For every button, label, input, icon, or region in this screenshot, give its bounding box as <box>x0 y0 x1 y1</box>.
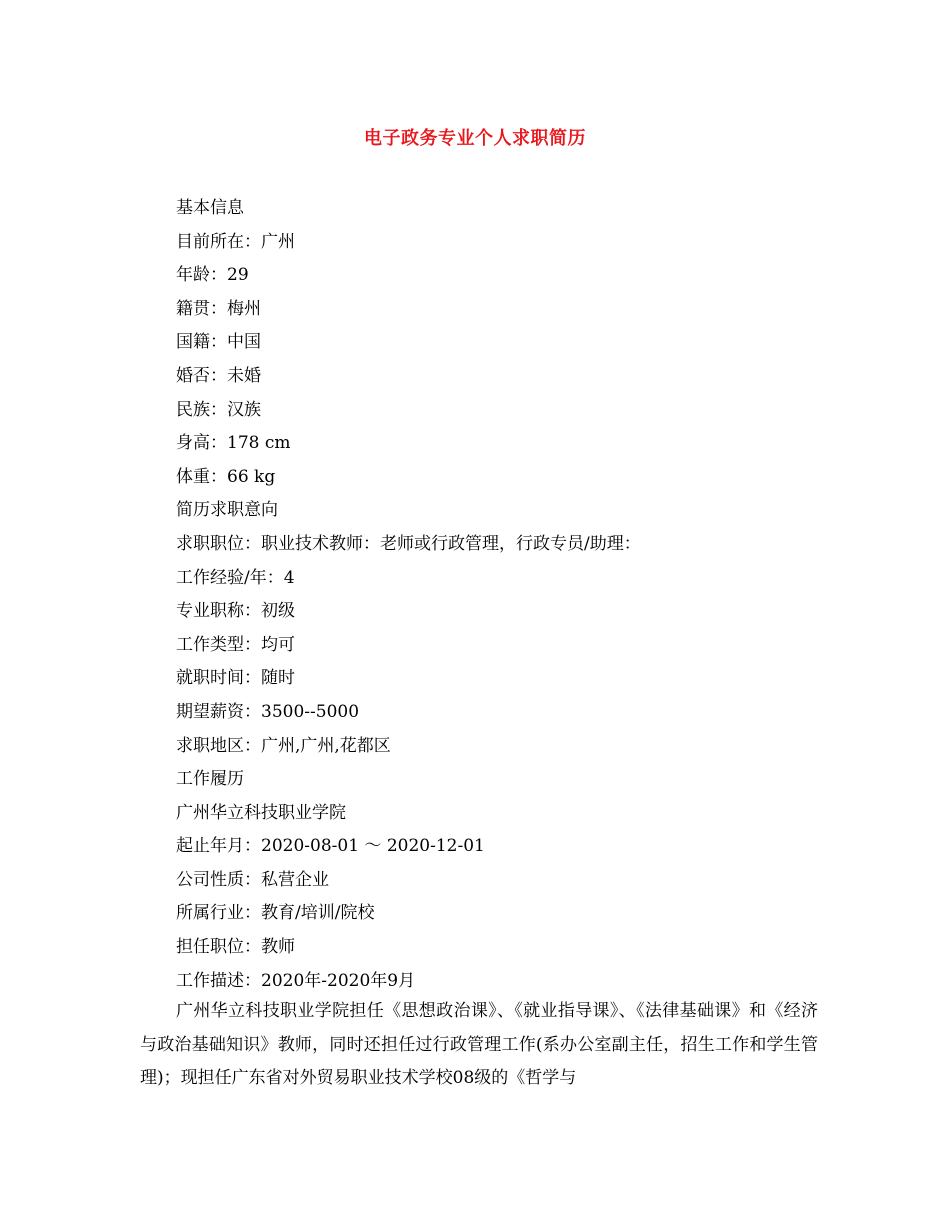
section-heading-work-history: 工作履历 <box>176 769 244 790</box>
employer-name: 广州华立科技职业学院 <box>176 802 346 823</box>
field-weight: 体重：66 kg <box>176 466 276 487</box>
job-description-paragraph: 广州华立科技职业学院担任《思想政治课》、《就业指导课》、《法律基础课》和《经济与政治基础知识》教师，同时还担任过行政管理工作(系办公室副主任，招生工作和学生管理)；现担任广东省对外贸易职业技术学校08级的《哲学与 <box>140 1001 818 1089</box>
field-expected-salary: 期望薪资：3500--5000 <box>176 701 360 722</box>
field-current-location: 目前所在：广州 <box>176 231 295 252</box>
resume-fields <box>176 192 836 998</box>
field-work-experience: 工作经验/年：4 <box>176 567 295 588</box>
field-position-held: 担任职位：教师 <box>176 937 295 958</box>
section-heading-basic-info: 基本信息 <box>176 198 244 218</box>
field-nationality: 国籍：中国 <box>176 332 261 353</box>
field-company-type: 公司性质：私营企业 <box>176 869 329 890</box>
field-desired-region: 求职地区：广州,广州,花都区 <box>176 735 391 756</box>
field-job-type: 工作类型：均可 <box>176 634 295 655</box>
field-availability: 就职时间：随时 <box>176 668 295 689</box>
field-height: 身高：178 cm <box>176 433 291 454</box>
field-ethnicity: 民族：汉族 <box>176 399 261 420</box>
field-age: 年龄：29 <box>176 265 249 286</box>
field-employment-period: 起止年月：2020-08-01 ～ 2020-12-01 <box>176 836 485 857</box>
field-professional-title: 专业职称：初级 <box>176 601 295 622</box>
field-native-place: 籍贯：梅州 <box>176 298 261 319</box>
section-heading-job-intention: 简历求职意向 <box>176 500 278 521</box>
document-title: 电子政务专业个人求职简历 <box>364 128 586 149</box>
field-desired-position: 求职职位：职业技术教师：老师或行政管理，行政专员/助理： <box>176 533 641 554</box>
field-industry: 所属行业：教育/培训/院校 <box>176 903 375 924</box>
field-marital-status: 婚否：未婚 <box>176 365 261 386</box>
field-job-description: 工作描述：2020年-2020年9月 <box>176 970 416 991</box>
